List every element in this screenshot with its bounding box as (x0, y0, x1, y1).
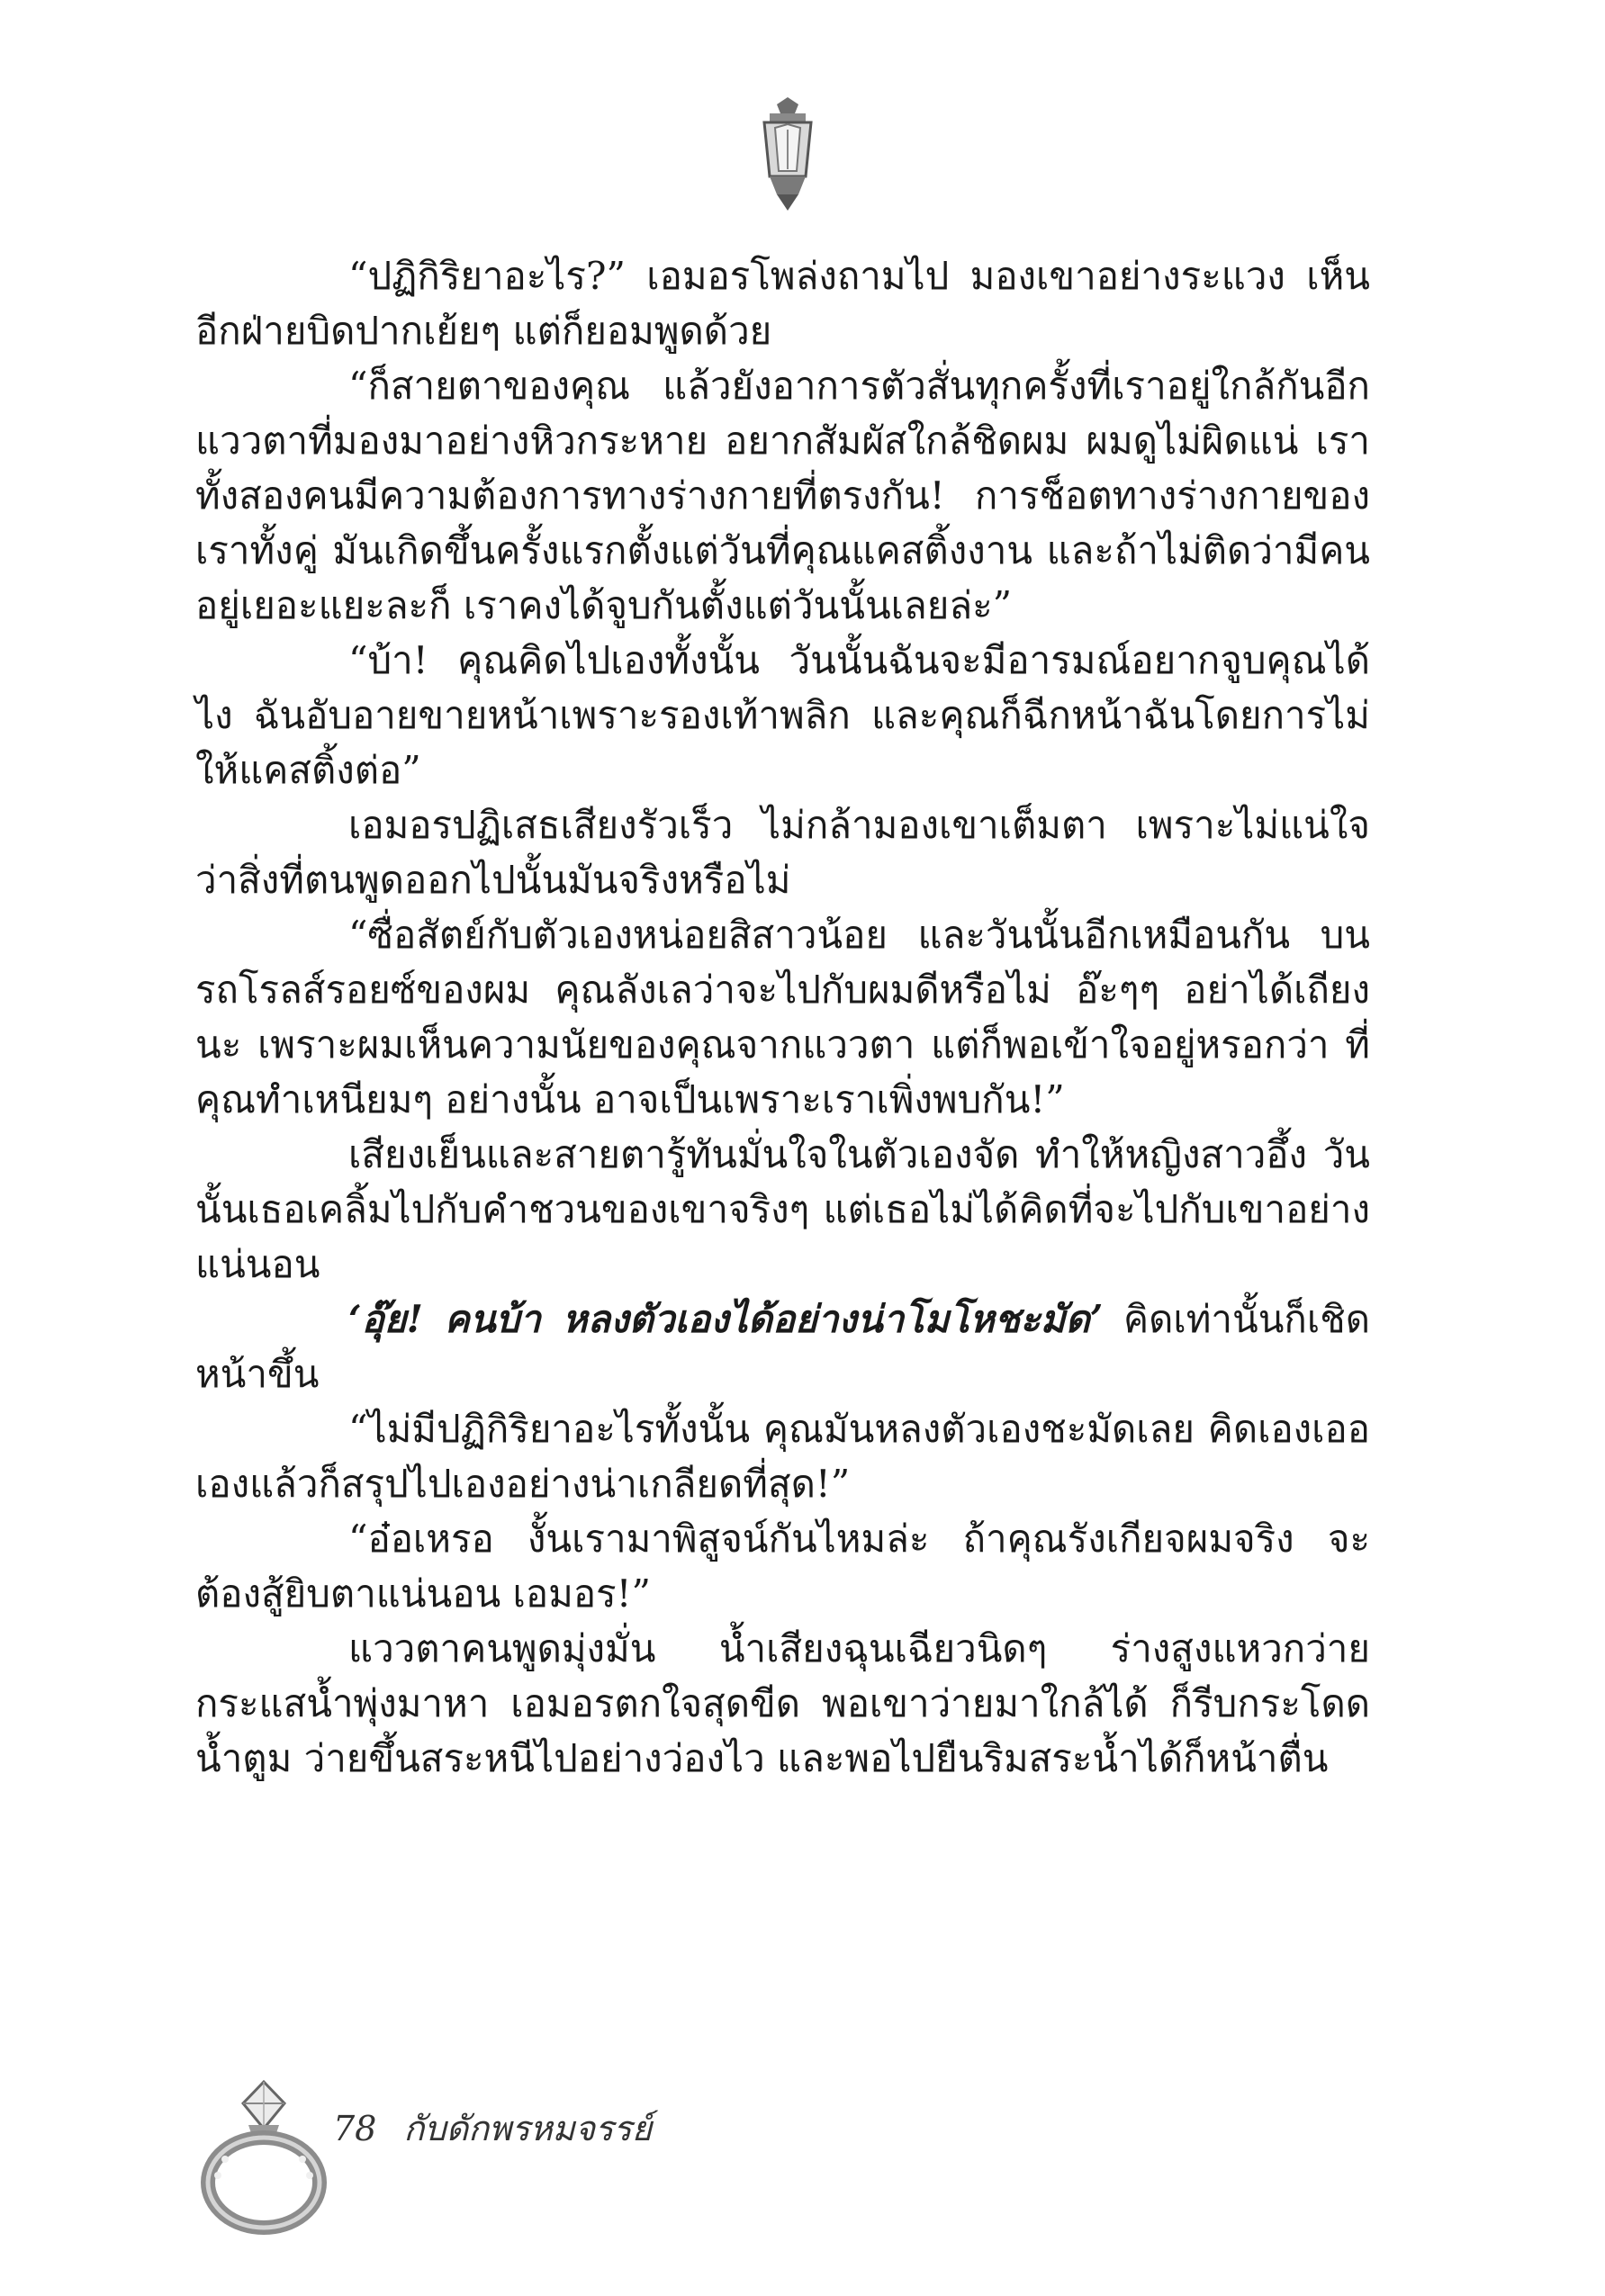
paragraph: แววตาคนพูดมุ่งมั่น น้ำเสียงฉุนเฉียวนิดๆ ร่างสูงแหวกว่ายกระแสน้ำพุ่งมาหา เอมอรตกใจสุดขีด พอเขาว่ายมาใกล้ได้ ก็รีบกระโดดน้ำตูม ว่ายขึ้นสระหนีไปอย่างว่องไว และพอไปยืนริมสระน้ำได้ก็หน้าตื่น (195, 1626, 1370, 1780)
paragraph: เสียงเย็นและสายตารู้ทันมั่นใจในตัวเองจัด ทำให้หญิงสาวอึ้ง วันนั้นเธอเคลิ้มไปกับคำชวนของเขาจริงๆ แต่เธอไม่ได้คิดที่จะไปกับเขาอย่างแน่นอน (195, 1132, 1370, 1286)
paragraph: “ซื่อสัตย์กับตัวเองหน่อยสิสาวน้อย และวันนั้นอีกเหมือนกัน บนรถโรลส์รอยซ์ของผม คุณลังเลว่าจะไปกับผมดีหรือไม่ อ๊ะๆๆ อย่าได้เถียงนะ เพราะผมเห็นความนัยของคุณจากแววตา แต่ก็พอเข้าใจอยู่หรอกว่า ที่คุณทำเหนียมๆ อย่างนั้น อาจเป็นเพราะเราเพิ่งพบกัน!” (195, 913, 1370, 1121)
diamond-ring-icon (196, 2076, 331, 2238)
inner-thought: ‘อุ๊ย! คนบ้า หลงตัวเองได้อย่างน่าโมโหชะมัด’ (348, 1297, 1104, 1341)
book-title: กับดักพรหมจรรย์ (403, 2109, 653, 2148)
paragraph: เอมอรปฏิเสธเสียงรัวเร็ว ไม่กล้ามองเขาเต็มตา เพราะไม่แน่ใจว่าสิ่งที่ตนพูดออกไปนั้นมันจริงหรือไม่ (195, 803, 1370, 902)
paragraph: “ปฏิกิริยาอะไร?” เอมอรโพล่งถามไป มองเขาอย่างระแวง เห็นอีกฝ่ายบิดปากเย้ยๆ แต่ก็ยอมพูดด้วย (195, 254, 1370, 353)
paragraph: “ไม่มีปฏิกิริยาอะไรทั้งนั้น คุณมันหลงตัวเองชะมัดเลย คิดเองเออเองแล้วก็สรุปไปเองอย่างน่าเกลียดที่สุด!” (195, 1407, 1370, 1506)
paragraph-text: คิดเท่านั้นก็เชิดหน้าขึ้น (195, 1297, 1370, 1396)
body-text (195, 248, 1370, 1786)
lantern-icon (734, 94, 842, 214)
paragraph: “บ้า! คุณคิดไปเองทั้งนั้น วันนั้นฉันจะมีอารมณ์อยากจูบคุณได้ไง ฉันอับอายขายหน้าเพราะรองเท้าพลิก และคุณก็ฉีกหน้าฉันโดยการไม่ให้แคสติ้งต่อ” (195, 638, 1370, 792)
paragraph: “อ๋อเหรอ งั้นเรามาพิสูจน์กันไหมล่ะ ถ้าคุณรังเกียจผมจริง จะต้องสู้ยิบตาแน่นอน เอมอร!” (195, 1517, 1370, 1616)
paragraph: “ก็สายตาของคุณ แล้วยังอาการตัวสั่นทุกครั้งที่เราอยู่ใกล้กันอีก แววตาที่มองมาอย่างหิวกระหาย อยากสัมผัสใกล้ชิดผม ผมดูไม่ผิดแน่ เราทั้งสองคนมีความต้องการทางร่างกายที่ตรงกัน! การช็อตทางร่างกายของเราทั้งคู่ มันเกิดขึ้นครั้งแรกตั้งแต่วันที่คุณแคสติ้งงาน และถ้าไม่ติดว่ามีคนอยู่เยอะแยะละก็ เราคงได้จูบกันตั้งแต่วันนั้นเลยล่ะ” (195, 364, 1370, 627)
paragraph (195, 1292, 1370, 1401)
page-number: 78 (333, 2109, 377, 2148)
page-footer (333, 2101, 652, 2156)
